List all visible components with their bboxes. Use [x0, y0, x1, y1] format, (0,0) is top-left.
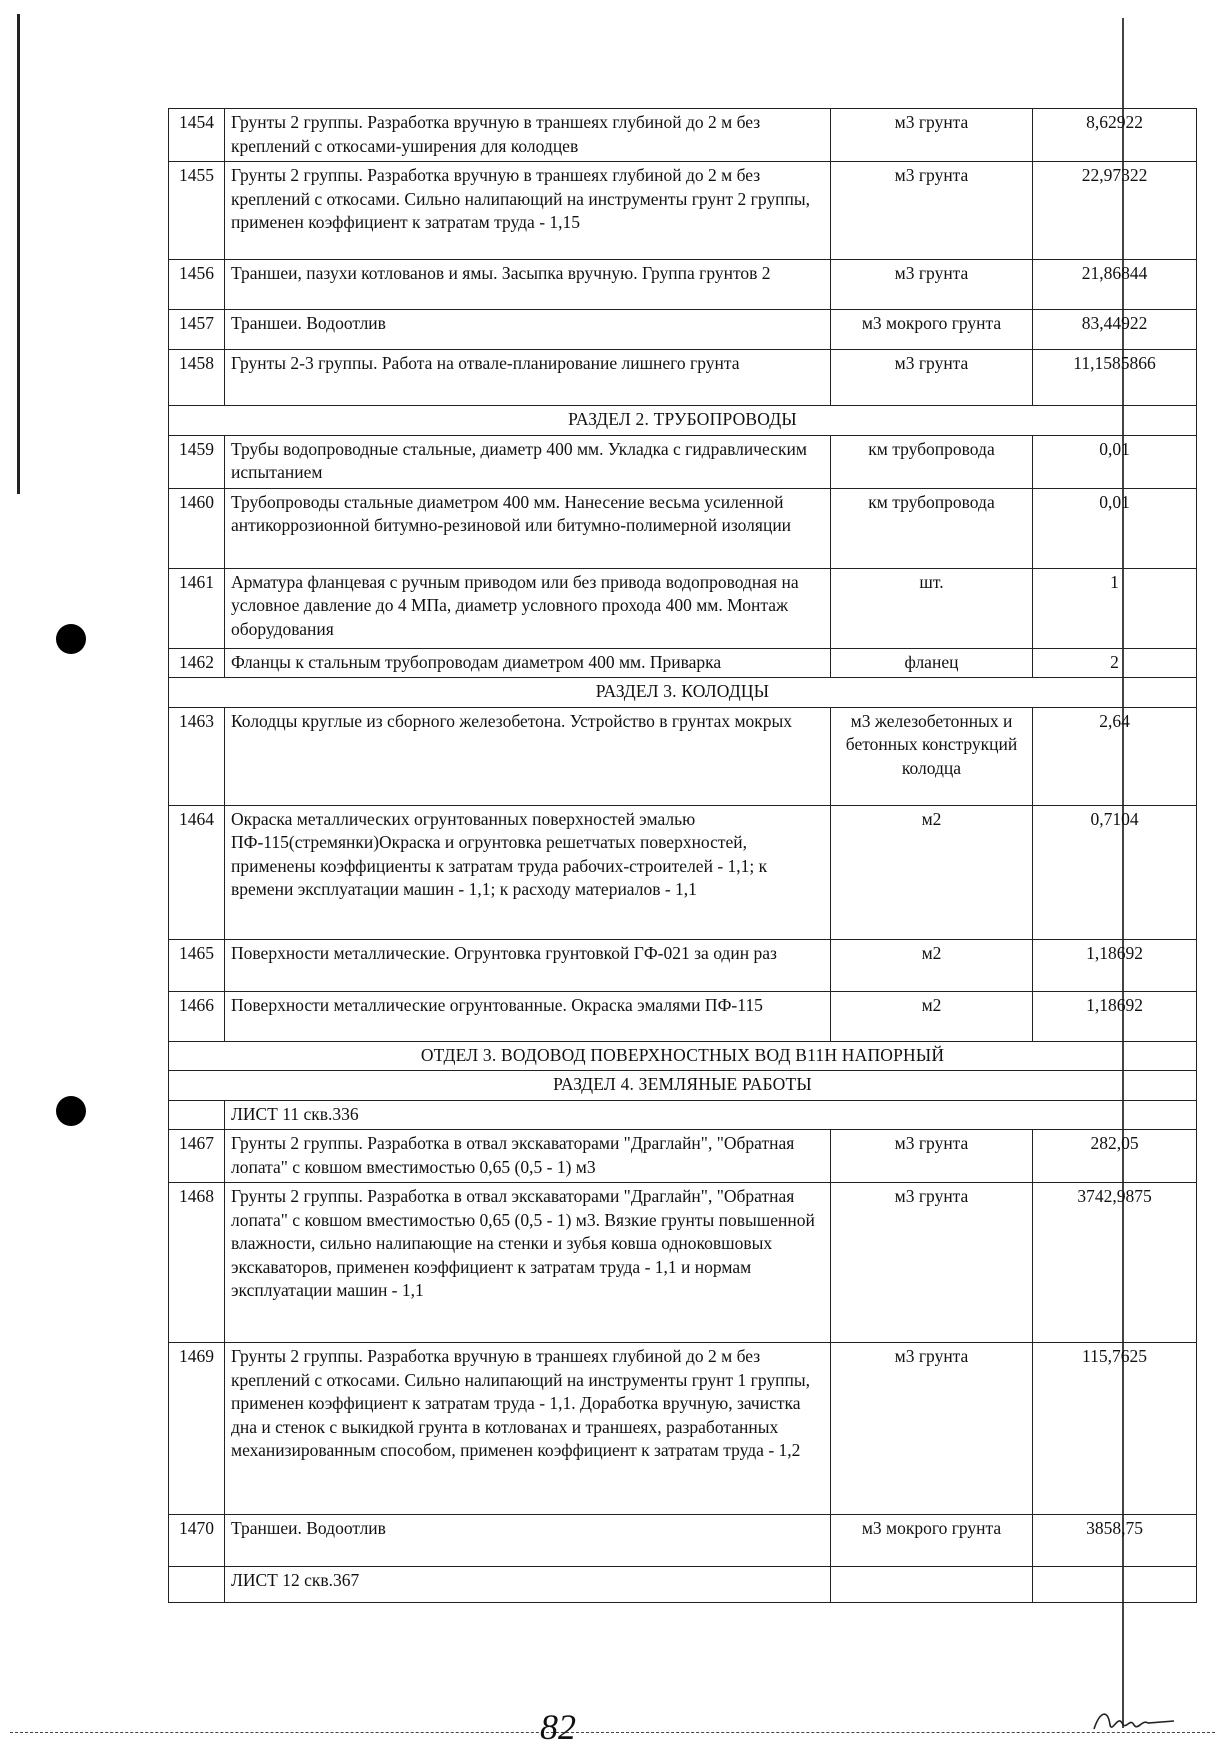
unit: м3 грунта [831, 162, 1033, 260]
unit: км трубопровода [831, 435, 1033, 488]
sheet-label-row [169, 1567, 1197, 1603]
unit: км трубопровода [831, 488, 1033, 568]
quantity: 0,01 [1033, 435, 1197, 488]
quantity: 21,86844 [1033, 260, 1197, 310]
row-number: 1469 [169, 1343, 225, 1515]
work-description: Грунты 2 группы. Разработка вручную в траншеях глубиной до 2 м без креплений с откосами. Сильно налипающий на инструменты грунт 1 группы, применен коэффициент к затратам труда - 1,1. Доработка вручную, зачистка дна и стенок с выкидкой грунта в котлованах и траншеях, разработанных механизированным способом, применен коэффициент к затратам труда - 1,2 [225, 1343, 831, 1515]
works-table-container [168, 108, 1225, 1603]
unit: шт. [831, 568, 1033, 648]
work-description: Траншеи, пазухи котлованов и ямы. Засыпка вручную. Группа грунтов 2 [225, 260, 831, 310]
work-description: Колодцы круглые из сборного железобетона. Устройство в грунтах мокрых [225, 707, 831, 805]
work-description: Трубы водопроводные стальные, диаметр 400 мм. Укладка с гидравлическим испытанием [225, 435, 831, 488]
work-description: Грунты 2-3 группы. Работа на отвале-планирование лишнего грунта [225, 350, 831, 406]
row-number: 1457 [169, 310, 225, 350]
table-row [169, 350, 1197, 406]
quantity: 22,97322 [1033, 162, 1197, 260]
row-number: 1470 [169, 1515, 225, 1567]
unit: м2 [831, 939, 1033, 991]
work-description: Поверхности металлические. Огрунтовка грунтовкой ГФ-021 за один раз [225, 939, 831, 991]
unit: м2 [831, 991, 1033, 1041]
work-description: Грунты 2 группы. Разработка вручную в траншеях глубиной до 2 м без креплений с откосами-уширения для колодцев [225, 109, 831, 162]
quantity: 1 [1033, 568, 1197, 648]
quantity: 11,1585866 [1033, 350, 1197, 406]
quantity: 2 [1033, 648, 1197, 678]
unit: м3 грунта [831, 1343, 1033, 1515]
unit: м3 мокрого грунта [831, 310, 1033, 350]
quantity: 3742,9875 [1033, 1183, 1197, 1343]
quantity: 0,01 [1033, 488, 1197, 568]
handwritten-signature [1090, 1705, 1180, 1740]
unit: м3 мокрого грунта [831, 1515, 1033, 1567]
work-description: Траншеи. Водоотлив [225, 1515, 831, 1567]
work-description: Грунты 2 группы. Разработка в отвал экскаваторами "Драглайн", "Обратная лопата" с ковшом вместимостью 0,65 (0,5 - 1) м3. Вязкие грунты повышенной влажности, сильно налипающие на стенки и зубья ковша одноковшовых экскаваторов, применен коэффициент к затратам труда - 1,1 и нормам эксплуатации машин - 1,1 [225, 1183, 831, 1343]
work-description: Грунты 2 группы. Разработка вручную в траншеях глубиной до 2 м без креплений с откосами. Сильно налипающий на инструменты грунт 2 группы, применен коэффициент к затратам труда - 1,15 [225, 162, 831, 260]
works-table [168, 108, 1197, 1603]
table-row [169, 109, 1197, 162]
quantity: 1,18692 [1033, 991, 1197, 1041]
unit: фланец [831, 648, 1033, 678]
row-number: 1463 [169, 707, 225, 805]
work-description: Арматура фланцевая с ручным приводом или без привода водопроводная на условное давление до 4 МПа, диаметр условного прохода 400 мм. Монтаж оборудования [225, 568, 831, 648]
work-description: Трубопроводы стальные диаметром 400 мм. Нанесение весьма усиленной антикоррозионной битумно-резиновой или битумно-полимерной изоляции [225, 488, 831, 568]
bottom-scan-edge [10, 1732, 1215, 1733]
quantity: 2,64 [1033, 707, 1197, 805]
unit: м3 грунта [831, 350, 1033, 406]
table-row [169, 805, 1197, 939]
page-number: 82 [540, 1707, 576, 1747]
unit: м3 грунта [831, 109, 1033, 162]
row-number: 1464 [169, 805, 225, 939]
work-description: Фланцы к стальным трубопроводам диаметром 400 мм. Приварка [225, 648, 831, 678]
table-row [169, 435, 1197, 488]
unit: м2 [831, 805, 1033, 939]
punch-hole-bottom [56, 1096, 86, 1126]
punch-hole-top [56, 624, 86, 654]
department-heading: ОТДЕЛ 3. ВОДОВОД ПОВЕРХНОСТНЫХ ВОД В11Н НАПОРНЫЙ [169, 1041, 1197, 1071]
quantity: 282,05 [1033, 1130, 1197, 1183]
section-heading: РАЗДЕЛ 3. КОЛОДЦЫ [169, 678, 1197, 708]
quantity: 83,44922 [1033, 310, 1197, 350]
sheet-label-row [169, 1100, 1197, 1130]
row-number: 1468 [169, 1183, 225, 1343]
sheet-label: ЛИСТ 11 скв.336 [225, 1100, 1197, 1130]
section-row [169, 1071, 1197, 1101]
row-number: 1467 [169, 1130, 225, 1183]
table-row [169, 1515, 1197, 1567]
section-heading: РАЗДЕЛ 4. ЗЕМЛЯНЫЕ РАБОТЫ [169, 1071, 1197, 1101]
work-description: Траншеи. Водоотлив [225, 310, 831, 350]
row-number: 1455 [169, 162, 225, 260]
left-scan-edge [17, 14, 20, 494]
row-number: 1461 [169, 568, 225, 648]
table-row [169, 648, 1197, 678]
row-number: 1458 [169, 350, 225, 406]
section-row [169, 678, 1197, 708]
table-row [169, 310, 1197, 350]
quantity: 115,7625 [1033, 1343, 1197, 1515]
unit: м3 грунта [831, 1183, 1033, 1343]
unit: м3 железобетонных и бетонных конструкций колодца [831, 707, 1033, 805]
row-number: 1459 [169, 435, 225, 488]
sheet-label: ЛИСТ 12 скв.367 [225, 1567, 831, 1603]
quantity: 0,7104 [1033, 805, 1197, 939]
row-number: 1460 [169, 488, 225, 568]
work-description: Окраска металлических огрунтованных поверхностей эмалью ПФ-115(стремянки)Окраска и огрунтовка решетчатых поверхностей, применены коэффициенты к затратам труда рабочих-строителей - 1,1; к времени эксплуатации машин - 1,1; к расходу материалов - 1,1 [225, 805, 831, 939]
table-row [169, 162, 1197, 260]
unit: м3 грунта [831, 1130, 1033, 1183]
table-row [169, 991, 1197, 1041]
table-row [169, 1343, 1197, 1515]
row-number: 1466 [169, 991, 225, 1041]
table-row [169, 1130, 1197, 1183]
table-row [169, 488, 1197, 568]
work-description: Грунты 2 группы. Разработка в отвал экскаваторами "Драглайн", "Обратная лопата" с ковшом вместимостью 0,65 (0,5 - 1) м3 [225, 1130, 831, 1183]
table-row [169, 939, 1197, 991]
section-row [169, 406, 1197, 436]
work-description: Поверхности металлические огрунтованные. Окраска эмалями ПФ-115 [225, 991, 831, 1041]
table-row [169, 568, 1197, 648]
unit: м3 грунта [831, 260, 1033, 310]
row-number: 1456 [169, 260, 225, 310]
section-heading: РАЗДЕЛ 2. ТРУБОПРОВОДЫ [169, 406, 1197, 436]
table-row [169, 707, 1197, 805]
table-row [169, 260, 1197, 310]
quantity: 3858,75 [1033, 1515, 1197, 1567]
row-number: 1454 [169, 109, 225, 162]
section-row [169, 1041, 1197, 1071]
row-number: 1465 [169, 939, 225, 991]
table-row [169, 1183, 1197, 1343]
row-number: 1462 [169, 648, 225, 678]
quantity: 1,18692 [1033, 939, 1197, 991]
quantity: 8,62922 [1033, 109, 1197, 162]
